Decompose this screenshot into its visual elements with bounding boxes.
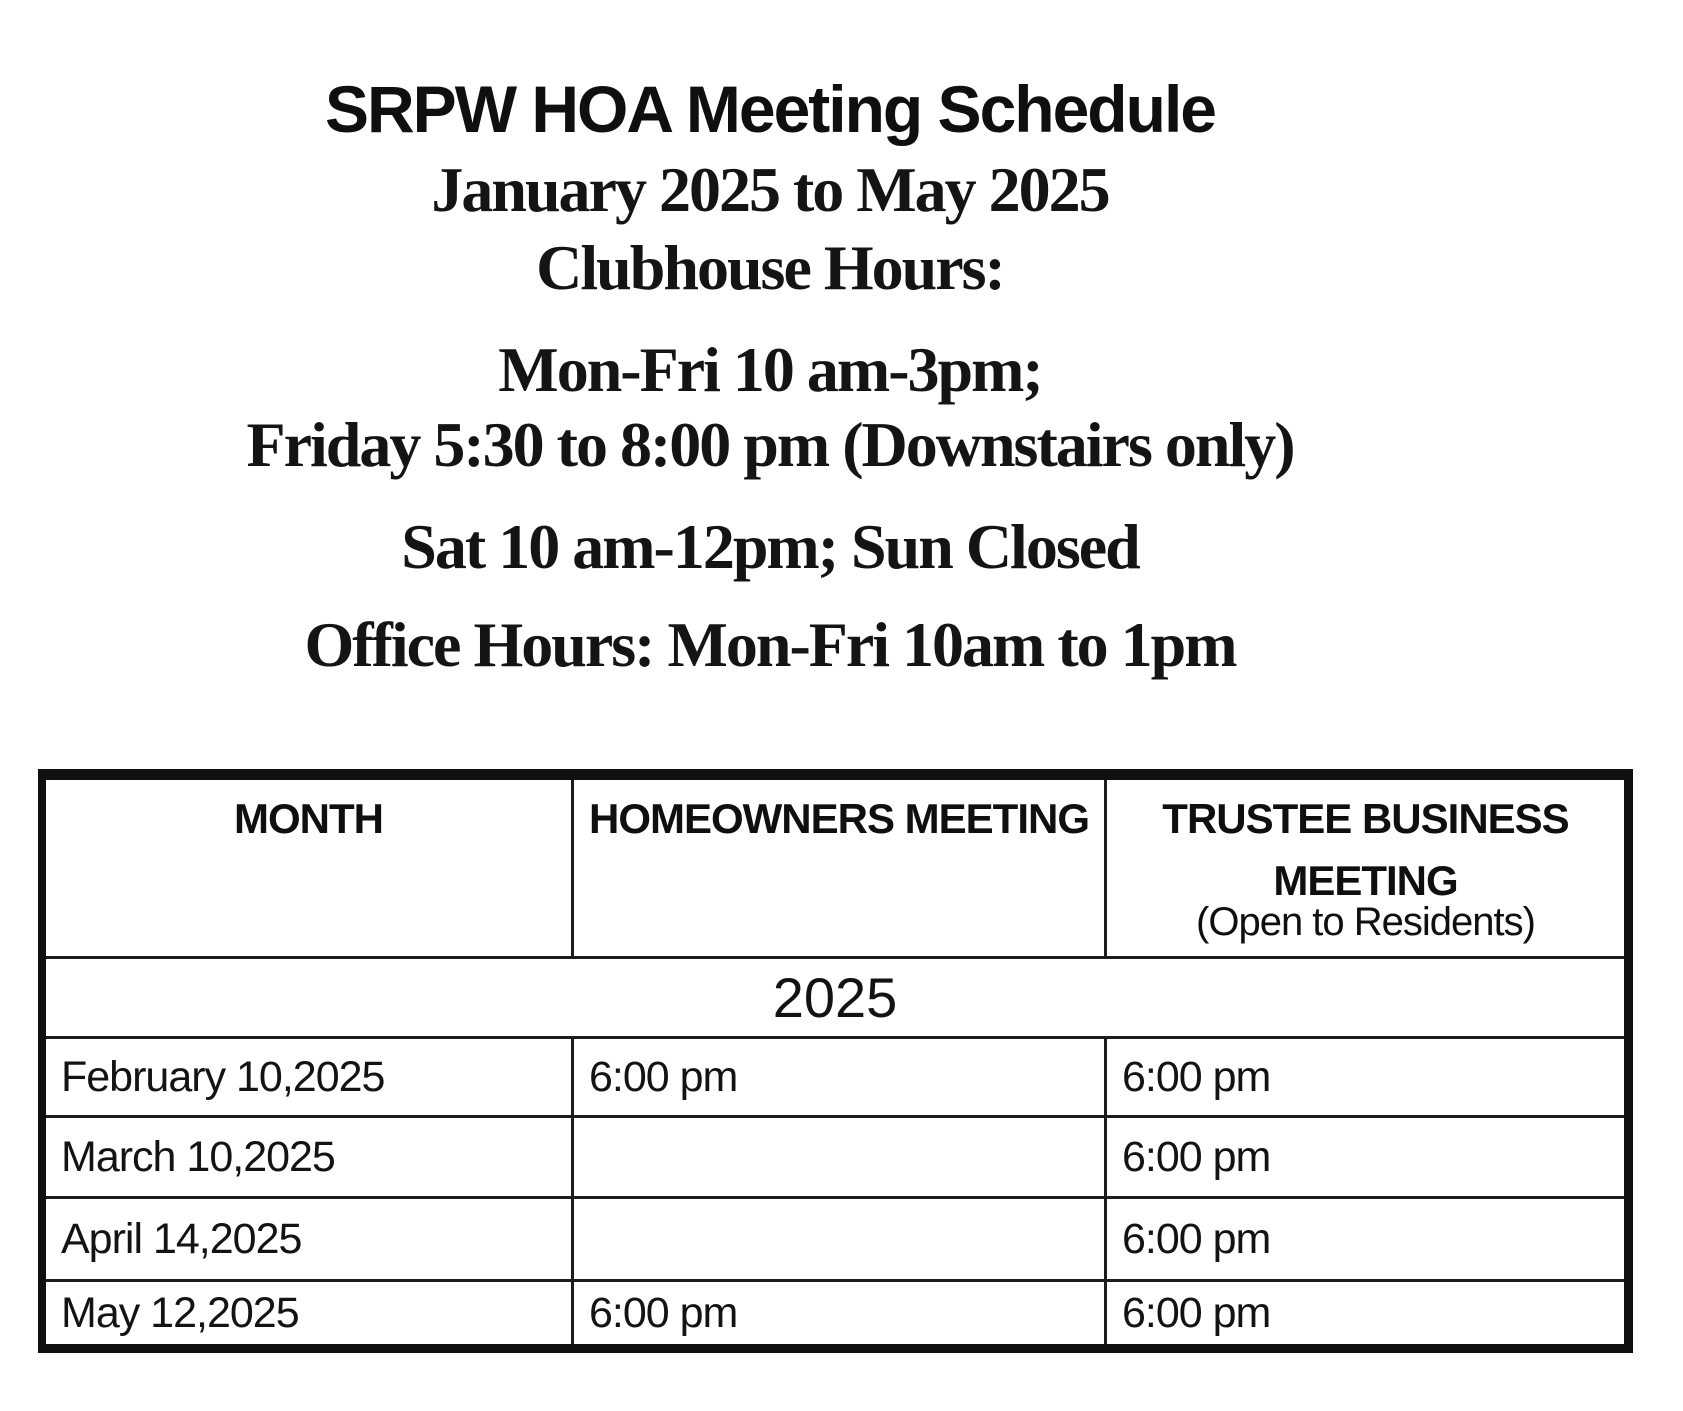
schedule-table <box>38 769 1633 1353</box>
year-banner: 2025 <box>772 966 898 1029</box>
header-label-trustee-line2: MEETING <box>1273 857 1458 904</box>
homeowners-meeting-cell: 6:00 pm <box>574 1039 1107 1115</box>
homeowners-meeting-cell: 6:00 pm <box>574 1282 1107 1344</box>
trustee-meeting-cell: 6:00 pm <box>1122 1288 1271 1337</box>
hours-line-weekday: Mon-Fri 10 am-3pm; <box>498 334 1042 405</box>
month-cell: March 10,2025 <box>46 1118 574 1196</box>
clubhouse-hours-label: Clubhouse Hours: <box>536 232 1004 303</box>
header-cell-trustee-business-meeting <box>1107 780 1624 956</box>
header-cell-homeowners-meeting <box>574 780 1107 956</box>
header-label-trustee-line1: TRUSTEE BUSINESS <box>1162 795 1569 842</box>
year-banner-row <box>46 959 1624 1039</box>
header-label-month: MONTH <box>234 795 383 842</box>
table-row-february <box>46 1039 1624 1118</box>
month-cell: May 12,2025 <box>46 1282 574 1344</box>
month-cell: April 14,2025 <box>46 1199 574 1279</box>
header-label-homeowners-meeting: HOMEOWNERS MEETING <box>588 795 1089 842</box>
header-cell-month <box>46 780 574 956</box>
table-header-row <box>46 780 1624 959</box>
document-title: SRPW HOA Meeting Schedule <box>325 72 1215 146</box>
hours-line-weekend: Sat 10 am-12pm; Sun Closed <box>401 511 1139 582</box>
table-row-may <box>46 1282 1624 1344</box>
trustee-meeting-cell: 6:00 pm <box>1122 1132 1271 1181</box>
trustee-meeting-cell: 6:00 pm <box>1122 1214 1271 1263</box>
trustee-meeting-cell: 6:00 pm <box>1122 1052 1271 1101</box>
homeowners-meeting-cell <box>574 1118 1107 1196</box>
header-note-open-to-residents: (Open to Residents) <box>1196 900 1535 944</box>
table-row-march <box>46 1118 1624 1199</box>
date-range-line: January 2025 to May 2025 <box>431 154 1109 225</box>
table-row-april <box>46 1199 1624 1282</box>
month-cell: February 10,2025 <box>46 1039 574 1115</box>
hours-line-friday: Friday 5:30 to 8:00 pm (Downstairs only) <box>246 409 1294 480</box>
office-hours-line: Office Hours: Mon-Fri 10am to 1pm <box>304 609 1236 680</box>
homeowners-meeting-cell <box>574 1199 1107 1279</box>
